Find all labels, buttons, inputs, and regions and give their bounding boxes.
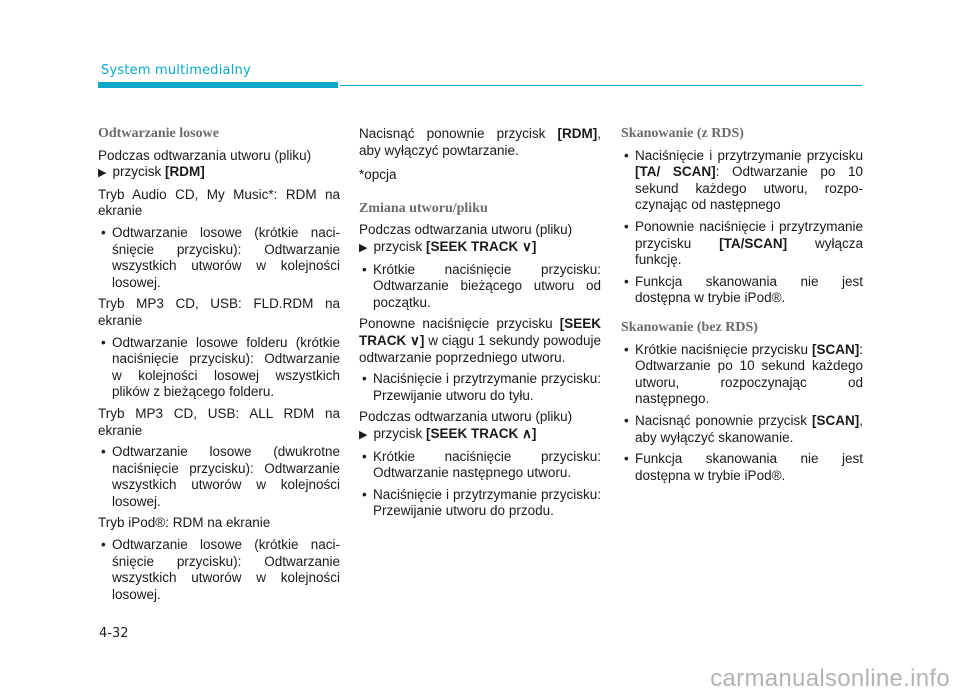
column-3 bbox=[621, 126, 863, 489]
paragraph bbox=[359, 409, 601, 443]
paragraph: Tryb Audio CD, My Music*: RDM na ekranie bbox=[98, 186, 340, 219]
column-2 bbox=[359, 126, 601, 525]
text: : Odtwarzanie po 10 sekund każdego utworu, rozpoczynając od następnego bbox=[635, 164, 863, 213]
list-item: • Naciśnięcie i przytrzymanie przycisku: Przewijanie utworu do tyłu. bbox=[359, 371, 601, 404]
paragraph bbox=[359, 222, 601, 256]
text: Nacisnąć ponownie przycisk bbox=[635, 412, 812, 428]
button-prefix: przycisk bbox=[373, 238, 426, 254]
paragraph: Tryb MP3 CD, USB: ALL RDM na ekranie bbox=[98, 405, 340, 438]
text: Ponowne naciśnięcie przycisku bbox=[359, 316, 560, 332]
ta-scan-button-label: [TA/SCAN] bbox=[719, 235, 788, 251]
list-item: • Krótkie naciśnięcie przycisku: Odtwarzanie bieżącego utworu od początku. bbox=[359, 262, 601, 312]
header-rule-thick bbox=[98, 82, 338, 88]
text: : Odtwarzanie po 10 sekund każdego utworu, rozpoczynając od następnego. bbox=[635, 341, 863, 407]
section-label: System multimedialny bbox=[101, 63, 251, 78]
intro-text: Podczas odtwarzania utworu (pliku) bbox=[359, 409, 573, 425]
seek-track-down-label: [SEEK TRACK ∨] bbox=[359, 316, 601, 348]
paragraph bbox=[359, 126, 601, 159]
list-item: • Funkcja skanowania nie jest dostępna w trybie iPod®. bbox=[621, 274, 863, 307]
spacer bbox=[359, 189, 601, 201]
rdm-button-label: [RDM] bbox=[164, 164, 205, 180]
scan-button-label: [SCAN] bbox=[811, 412, 860, 428]
heading-scan-rds: Skanowanie (z RDS) bbox=[621, 126, 744, 141]
seek-track-up-label: [SEEK TRACK ∧] bbox=[425, 425, 537, 441]
text: wyłącza funkcję. bbox=[635, 235, 863, 268]
paragraph bbox=[98, 148, 340, 182]
text: Nacisnąć ponownie przycisk bbox=[359, 126, 558, 141]
button-prefix: przycisk bbox=[112, 164, 165, 180]
column-1 bbox=[98, 122, 340, 608]
play-arrow-icon: ▶ bbox=[359, 428, 368, 441]
paragraph: Tryb MP3 CD, USB: FLD.RDM na ekranie bbox=[98, 296, 340, 328]
list-item: • Odtwarzanie losowe (krótkie naciśnięcie przycisku): Odtwarzanie wszystkich utworów w kolejności losowej. bbox=[98, 537, 340, 603]
play-arrow-icon: ▶ bbox=[98, 167, 107, 180]
list-item: • Krótkie naciśnięcie przycisku: Odtwarzanie następnego utworu. bbox=[359, 449, 601, 482]
watermark: carmanualsonline.info bbox=[710, 665, 950, 692]
paragraph: Tryb iPod®: RDM na ekranie bbox=[98, 515, 271, 531]
list-item: • Odtwarzanie losowe (krótkie naciśnięcie przycisku): Odtwarzanie wszystkich utworów w kolejności losowej. bbox=[98, 225, 340, 291]
text: Naciśnięcie i przytrzymanie przycisku bbox=[635, 147, 863, 163]
button-prefix: przycisk bbox=[373, 425, 426, 441]
text: , aby wyłączyć skanowanie. bbox=[635, 412, 863, 445]
list-item: • Odtwarzanie losowe (dwukrotne naciśnięcie przycisku): Odtwarzanie wszystkich utworów w kolejności losowej. bbox=[98, 444, 340, 510]
list-item: • Funkcja skanowania nie jest dostępna w trybie iPod®. bbox=[621, 451, 863, 484]
list-item bbox=[621, 413, 863, 446]
paragraph bbox=[359, 316, 601, 366]
page-number: 4-32 bbox=[99, 626, 129, 641]
list-item bbox=[621, 219, 863, 269]
list-item: • Naciśnięcie i przytrzymanie przycisku: Przewijanie utworu do przodu. bbox=[359, 487, 601, 520]
list-item bbox=[621, 148, 863, 214]
seek-track-down-label: [SEEK TRACK ∨] bbox=[425, 238, 537, 254]
header-rule-thin bbox=[340, 85, 862, 86]
ta-scan-button-label: [TA/ SCAN] bbox=[635, 164, 716, 180]
list-item: • Odtwarzanie losowe folderu (krótkie naciśnięcie przycisku): Odtwarzanie w kolejności losowej wszystkich plików z bieżącego folderu. bbox=[98, 335, 340, 401]
heading-random-play: Odtwarzanie losowe bbox=[98, 126, 219, 141]
intro-text: Podczas odtwarzania utworu (pliku) bbox=[359, 222, 573, 238]
text: Krótkie naciśnięcie przycisku bbox=[635, 341, 812, 357]
intro-text: Podczas odtwarzania utworu (pliku) bbox=[98, 147, 312, 163]
list-item bbox=[621, 342, 863, 408]
heading-change-track: Zmiana utworu/pliku bbox=[359, 200, 488, 216]
text: , aby wyłączyć powtarzanie. bbox=[359, 126, 601, 158]
text: w ciągu 1 sekundy powoduje odtwarzanie poprzedniego utworu. bbox=[359, 332, 601, 365]
scan-button-label: [SCAN] bbox=[811, 341, 860, 357]
heading-scan-no-rds: Skanowanie (bez RDS) bbox=[621, 319, 758, 335]
spacer bbox=[621, 312, 863, 320]
footnote: *opcja bbox=[359, 167, 397, 183]
rdm-button-label: [RDM] bbox=[557, 126, 598, 141]
text: Ponownie naciśnięcie i przytrzymanie przycisku bbox=[635, 218, 863, 251]
play-arrow-icon: ▶ bbox=[359, 241, 368, 254]
